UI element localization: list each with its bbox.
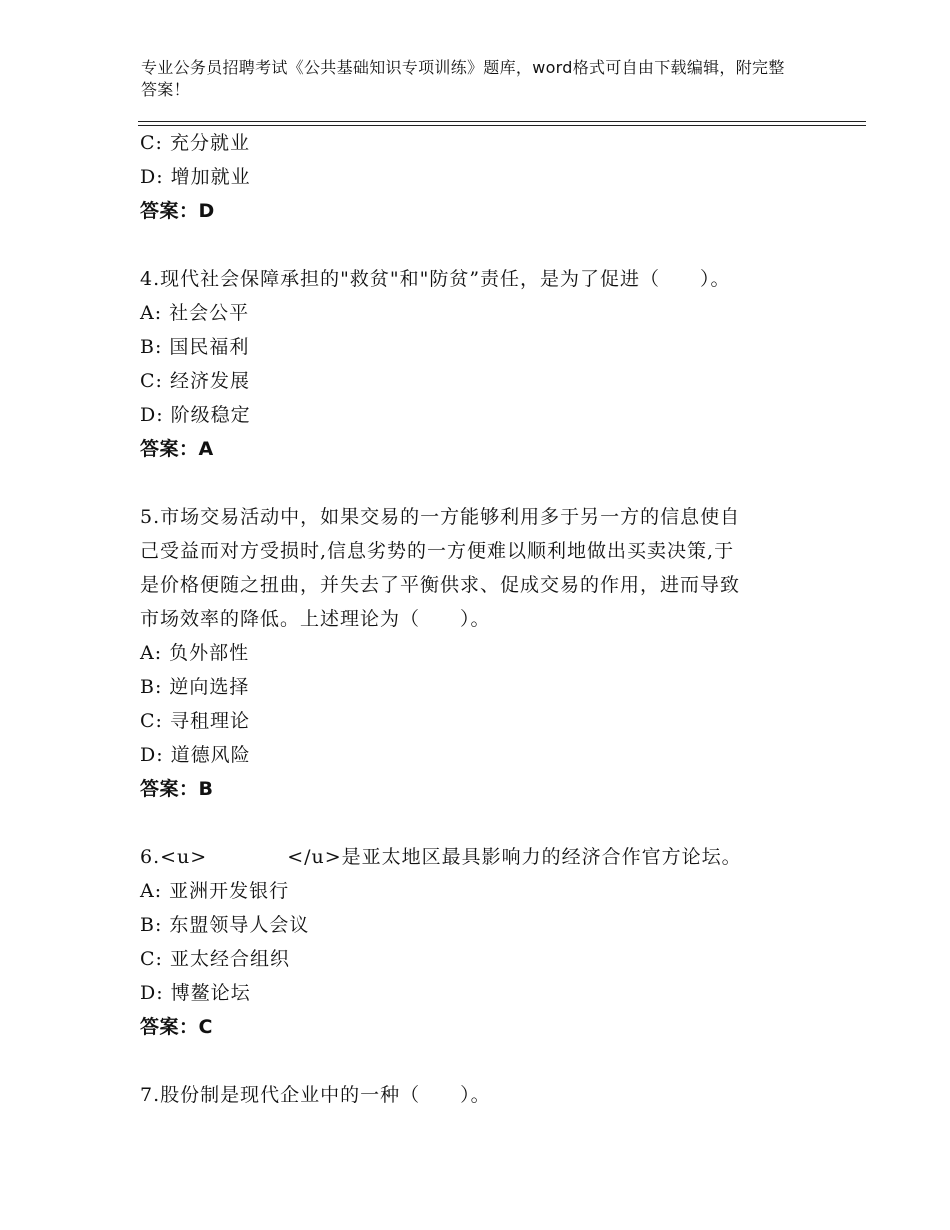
question-6-option-a: A: 亚洲开发银行 (140, 880, 290, 902)
header-rule-thin (138, 121, 866, 122)
question-6-answer: 答案：C (140, 1016, 213, 1038)
question-4-option-c: C: 经济发展 (140, 370, 250, 392)
option-d: D: 增加就业 (140, 166, 251, 188)
spacer (140, 1044, 800, 1078)
option-c: C: 充分就业 (140, 132, 250, 154)
question-5-text-line-4: 市场效率的降低。上述理论为（ ）。 (140, 608, 491, 630)
question-5-option-d: D: 道德风险 (140, 744, 251, 766)
question-5-answer: 答案：B (140, 778, 214, 800)
question-list (140, 126, 800, 1112)
answer: 答案：D (140, 200, 215, 222)
question-4-text: 4.现代社会保障承担的"救贫"和"防贫”责任，是为了促进（ ）。 (140, 268, 731, 290)
question-5-text-line-2: 己受益而对方受损时,信息劣势的一方便难以顺利地做出买卖决策,于 (140, 540, 735, 562)
question-5-option-a: A: 负外部性 (140, 642, 250, 664)
question-5-option-b: B: 逆向选择 (140, 676, 250, 698)
question-5-text-line-1: 5.市场交易活动中，如果交易的一方能够利用多于另一方的信息使自 (140, 506, 741, 528)
question-4-option-a: A: 社会公平 (140, 302, 250, 324)
page-header: 专业公务员招聘考试《公共基础知识专项训练》题库，word格式可自由下载编辑，附完整答案！ (141, 58, 785, 99)
question-4-answer: 答案：A (140, 438, 214, 460)
question-7-text: 7.股份制是现代企业中的一种（ ）。 (140, 1084, 491, 1106)
question-6-option-d: D: 博鳌论坛 (140, 982, 251, 1004)
spacer (140, 466, 800, 500)
spacer (140, 228, 800, 262)
question-5-text-line-3: 是价格便随之扭曲，并失去了平衡供求、促成交易的作用，进而导致 (140, 574, 741, 596)
question-4-option-d: D: 阶级稳定 (140, 404, 251, 426)
question-6-option-b: B: 东盟领导人会议 (140, 914, 310, 936)
spacer (140, 806, 800, 840)
question-4-option-b: B: 国民福利 (140, 336, 250, 358)
question-6-option-c: C: 亚太经合组织 (140, 948, 290, 970)
question-5-option-c: C: 寻租理论 (140, 710, 250, 732)
question-6-text: 6.<u> </u>是亚太地区最具影响力的经济合作官方论坛。 (140, 846, 742, 868)
